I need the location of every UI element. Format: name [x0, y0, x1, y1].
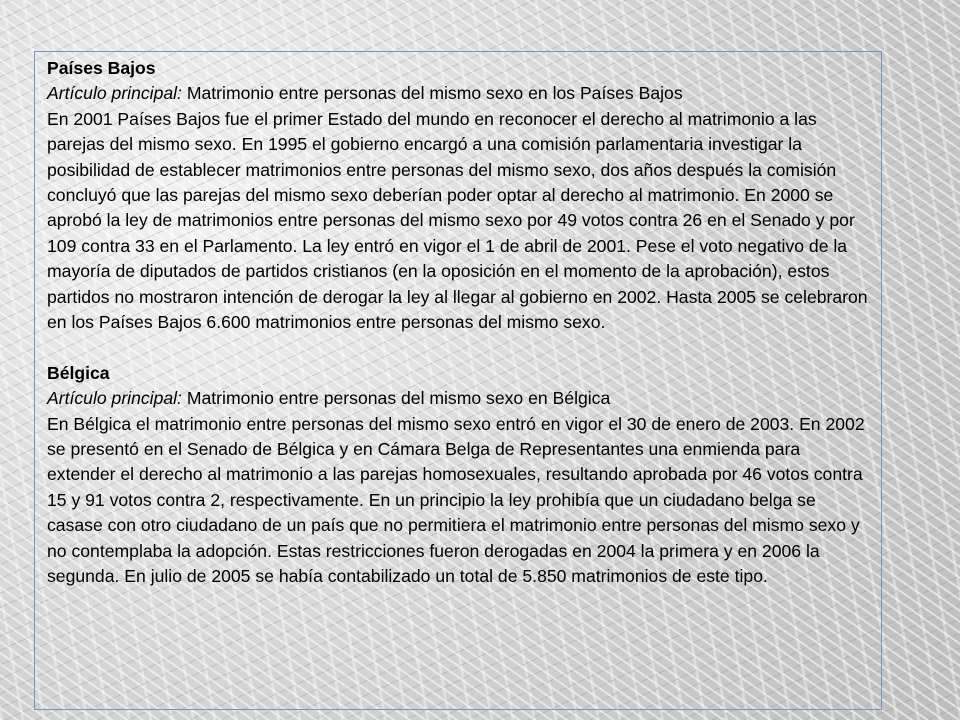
slide-text-box [34, 51, 882, 710]
main-article-label: Artículo principal: [47, 388, 182, 409]
section-heading-paises-bajos: Países Bajos [47, 58, 156, 78]
section-heading-belgica: Bélgica [47, 362, 110, 383]
section-body-paises-bajos: En 2001 Países Bajos fue el primer Estado del mundo en reconocer el derecho al matrimonio a las parejas del mismo sexo. En 1995 el gobierno encargó a una comisión parlamentaria investigar la posibilidad de establecer matrimonios entre personas del mismo sexo, dos años después la comisión concluyó que las parejas del mismo sexo deberían poder optar al derecho al matrimonio. En 2000 se aprobó la ley de matrimonios entre personas del mismo sexo por 49 votos contra 26 en el Senado y por 109 contra 33 en el Parlamento. La ley entró en vigor el 1 de abril de 2001. Pese el voto negativo de la mayoría de diputados de partidos cristianos (en la oposición en el momento de la aprobación), estos partidos no mostraron intención de derogar la ley al llegar al gobierno en 2002. Hasta 2005 se celebraron en los Países Bajos 6.600 matrimonios entre personas del mismo sexo. [47, 108, 868, 333]
main-article-title: Matrimonio entre personas del mismo sexo en los Países Bajos [181, 83, 683, 104]
paragraph-spacer [47, 335, 873, 360]
section-body-belgica: En Bélgica el matrimonio entre personas del mismo sexo entró en vigor el 30 de enero de 2003. En 2002 se presentó en el Senado de Bélgica y en Cámara Belga de Representantes una enmienda para extender el derecho al matrimonio a las parejas homosexuales, resultando aprobada por 46 votos contra 15 y 91 votos contra 2, respectivamente. En un principio la ley prohibía que un ciudadano belga se casase con otro ciudadano de un país que no permitiera el matrimonio entre personas del mismo sexo y no contemplaba la adopción. Estas restricciones fueron derogadas en 2004 la primera y en 2006 la segunda. En julio de 2005 se había contabilizado un total de 5.850 matrimonios de este tipo. [47, 413, 865, 587]
main-article-label: Artículo principal: [47, 83, 182, 104]
main-article-title: Matrimonio entre personas del mismo sexo en Bélgica [181, 388, 611, 409]
main-article-line-paises-bajos [47, 81, 873, 106]
main-article-line-belgica [47, 386, 873, 411]
